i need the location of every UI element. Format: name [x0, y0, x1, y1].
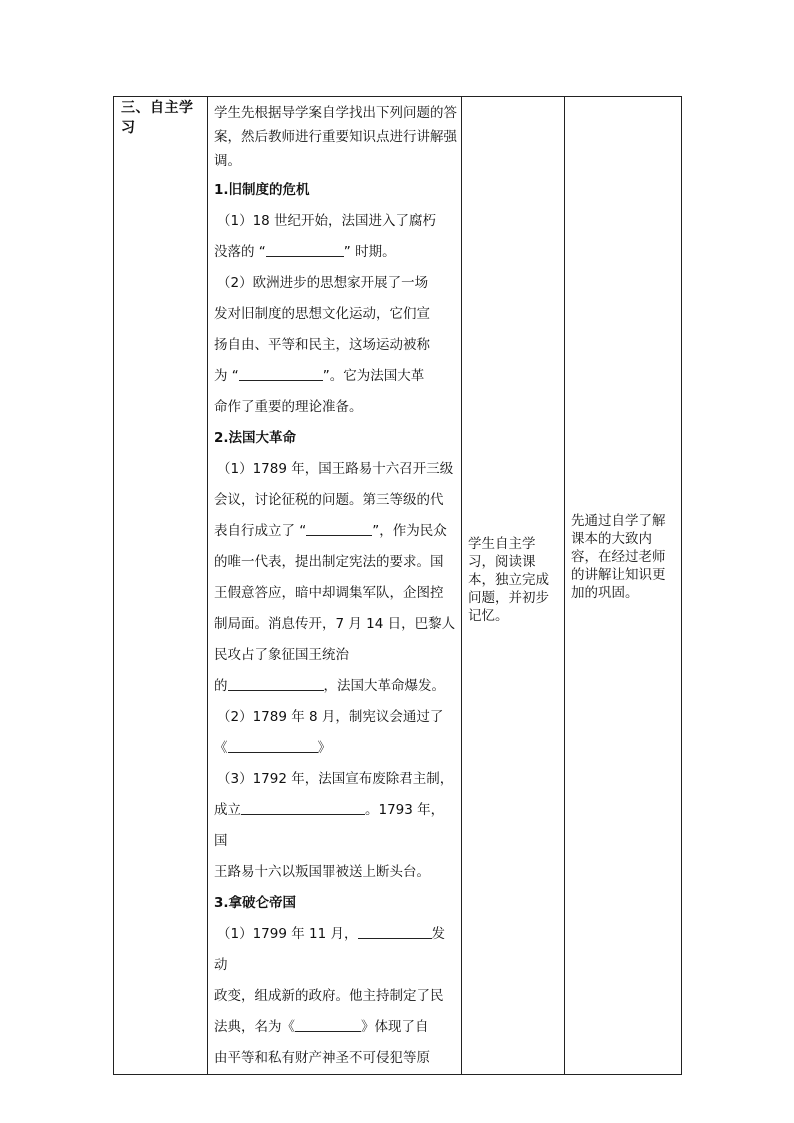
answer-blank[interactable] — [228, 676, 324, 691]
table-row — [114, 97, 682, 1075]
section-cell — [114, 97, 208, 1075]
section-title: 三、自主学习 — [121, 100, 194, 136]
q3-1-line3: 法典，名为《 》体现了自 — [214, 1019, 429, 1035]
answer-blank[interactable] — [266, 242, 344, 257]
answer-blank[interactable] — [358, 924, 432, 939]
q3-1-line4: 由平等和私有财产神圣不可侵犯等原 — [214, 1050, 430, 1066]
design-intent-cell — [565, 97, 682, 1075]
q1-2-line3: 扬自由、平等和民主，这场运动被称 — [214, 337, 430, 353]
q3-1-line1: （1）1799 年 11 月， 发动 — [214, 926, 445, 973]
heading-napoleon-empire: 3.拿破仑帝国 — [214, 895, 297, 911]
q2-1-line6: 制局面。消息传开，7 月 14 日，巴黎人 — [214, 616, 456, 632]
q2-3-line3: 王路易十六以叛国罪被送上断头台。 — [214, 864, 430, 880]
q2-1-line8: 的 ，法国大革命爆发。 — [214, 678, 445, 694]
design-intent-text: 先通过自学了解课本的大致内容，在经过老师的讲解让知识更加的巩固。 — [571, 512, 666, 601]
q2-2-line1: （2）1789 年 8 月，制宪议会通过了 — [217, 709, 444, 725]
q1-2-line4: 为 “ ”。它为法国大革 — [214, 368, 425, 384]
q1-2-line2: 发对旧制度的思想文化运动，它们宣 — [214, 306, 430, 322]
q3-1-line2: 政变，组成新的政府。他主持制定了民 — [214, 988, 444, 1004]
heading-french-revolution: 2.法国大革命 — [214, 430, 297, 446]
student-activity-cell — [462, 97, 565, 1075]
answer-blank[interactable] — [228, 738, 318, 753]
q2-3-line2: 成立 。1793 年，国 — [214, 802, 445, 849]
intro-text: 学生先根据导学案自学找出下列问题的答案，然后教师进行重要知识点进行讲解强调。 — [214, 105, 457, 169]
q2-2-line2: 《 》 — [214, 740, 331, 756]
q2-1-line7: 民攻占了象征国王统治 — [214, 647, 349, 663]
q2-1-line1: （1）1789 年，国王路易十六召开三级 — [217, 461, 454, 477]
q1-2-line5: 命作了重要的理论准备。 — [214, 399, 363, 415]
heading-old-regime: 1.旧制度的危机 — [214, 182, 310, 198]
answer-blank[interactable] — [241, 800, 365, 815]
answer-blank[interactable] — [239, 366, 323, 381]
q1-1-line2: 没落的 “ ” 时期。 — [214, 244, 396, 260]
q1-2-line1: （2）欧洲进步的思想家开展了一场 — [217, 275, 429, 291]
answer-blank[interactable] — [306, 521, 372, 536]
q2-1-line3: 表自行成立了 “ ”，作为民众 — [214, 523, 447, 539]
q2-1-line4: 的唯一代表，提出制定宪法的要求。国 — [214, 554, 444, 570]
q2-3-line1: （3）1792 年，法国宣布废除君主制， — [217, 771, 454, 787]
answer-blank[interactable] — [295, 1017, 361, 1032]
q2-1-line2: 会议，讨论征税的问题。第三等级的代 — [214, 492, 444, 508]
content-cell — [208, 97, 462, 1075]
q1-1-line1: （1）18 世纪开始，法国进入了腐朽 — [217, 213, 437, 229]
content-body — [208, 97, 461, 1074]
student-activity-text: 学生自主学习，阅读课本，独立完成问题，并初步记忆。 — [468, 535, 549, 624]
lesson-plan-table — [113, 96, 682, 1075]
q2-1-line5: 王假意答应，暗中却调集军队，企图控 — [214, 585, 444, 601]
